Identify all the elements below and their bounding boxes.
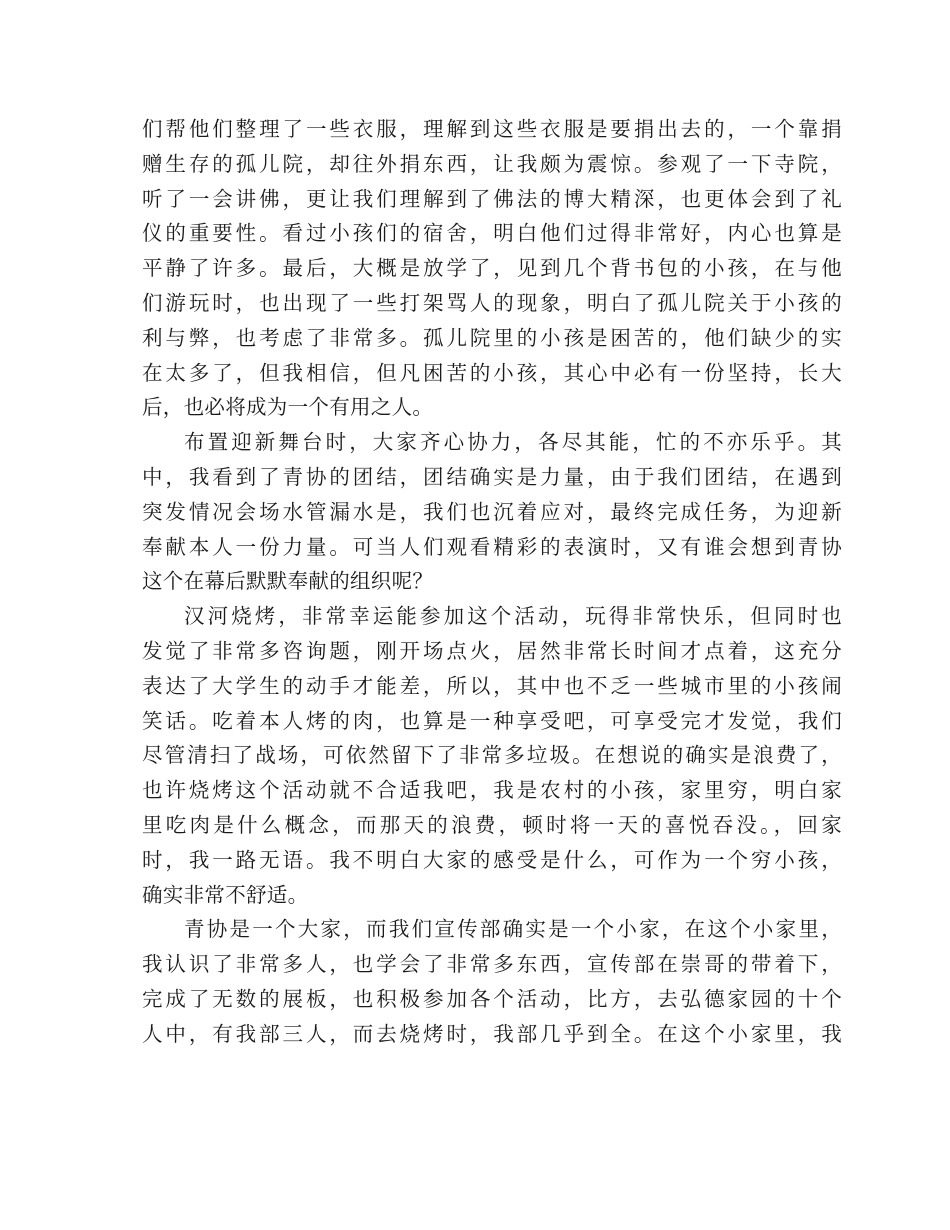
text-line: 布置迎新舞台时，大家齐心协力，各尽其能，忙的不亦乐乎。其 [184,430,842,455]
paragraph [142,112,842,425]
text-line: 确实非常不舒适。 [142,882,309,907]
text-line: 尽管清扫了战场，可依然留下了非常多垃圾。在想说的确实是浪费了， [142,743,842,768]
text-line: 笑话。吃着本人烤的肉，也算是一种享受吧，可享受完才发觉，我们 [142,708,842,733]
text-line: 我认识了非常多人，也学会了非常多东西，宣传部在崇哥的带着下， [142,952,842,977]
text-line: 后，也必将成为一个有用之人。 [142,395,434,420]
text-line: 表达了大学生的动手才能差，所以，其中也不乏一些城市里的小孩闹 [142,673,842,698]
text-line: 利与弊，也考虑了非常多。孤儿院里的小孩是困苦的，他们缺少的实 [142,325,842,350]
text-line: 发觉了非常多咨询题，刚开场点火，居然非常长时间才点着，这充分 [142,638,842,663]
body-text [142,112,842,1052]
text-line: 赠生存的孤儿院，却往外捐东西，让我颇为震惊。参观了一下寺院， [142,151,842,176]
text-line: 平静了许多。最后，大概是放学了，见到几个背书包的小孩，在与他 [142,256,842,281]
text-line: 们游玩时，也出现了一些打架骂人的现象，明白了孤儿院关于小孩的 [142,290,842,315]
text-line: 奉献本人一份力量。可当人们观看精彩的表演时，又有谁会想到青协 [142,534,842,559]
text-line: 汉河烧烤，非常幸运能参加这个活动，玩得非常快乐，但同时也 [184,604,842,629]
text-line: 里吃肉是什么概念，而那天的浪费，顿时将一天的喜悦吞没。，回家 [142,812,842,837]
text-line: 也许烧烤这个活动就不合适我吧，我是农村的小孩，家里穷，明白家 [142,778,842,803]
text-line: 听了一会讲佛，更让我们理解到了佛法的博大精深，也更体会到了礼 [142,186,842,211]
text-line: 仪的重要性。看过小孩们的宿舍，明白他们过得非常好，内心也算是 [142,221,842,246]
text-line: 时，我一路无语。我不明白大家的感受是什么，可作为一个穷小孩， [142,847,842,872]
paragraph [142,912,842,1051]
text-line: 中，我看到了青协的团结，团结确实是力量，由于我们团结，在遇到 [142,464,842,489]
text-line: 完成了无数的展板，也积极参加各个活动，比方，去弘德家园的十个 [142,986,842,1011]
text-line: 们帮他们整理了一些衣服，理解到这些衣服是要捐出去的，一个靠捐 [142,117,842,141]
text-line: 这个在幕后默默奉献的组织呢？ [142,569,434,594]
paragraph [142,425,842,599]
paragraph [142,599,842,912]
text-line: 突发情况会场水管漏水是，我们也沉着应对，最终完成任务，为迎新 [142,499,842,524]
text-line: 人中，有我部三人，而去烧烤时，我部几乎到全。在这个小家里，我 [142,1021,842,1046]
text-line: 青协是一个大家，而我们宣传部确实是一个小家，在这个小家里， [184,917,842,942]
text-line: 在太多了，但我相信，但凡困苦的小孩，其心中必有一份坚持，长大 [142,360,842,385]
